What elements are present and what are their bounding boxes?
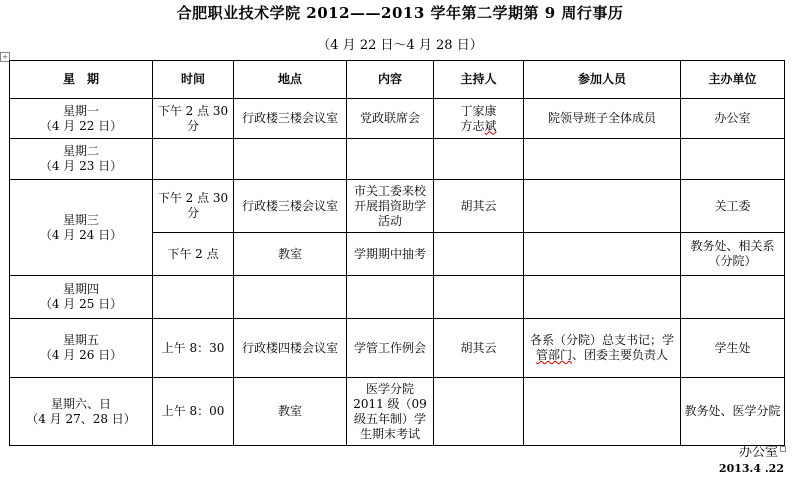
date-range-subtitle: （4 月 22 日～4 月 28 日） [317, 38, 483, 53]
host-cell [434, 378, 524, 446]
table-row-friday [10, 319, 785, 378]
organizer-cell: 教务处、相关系（分院） [681, 233, 785, 276]
header-row [10, 61, 785, 99]
attendees-cell [524, 139, 681, 180]
attendees-part-c: 、团委主要负责人 [572, 348, 669, 362]
day-cell-thursday [10, 276, 153, 319]
organizer-cell [681, 276, 785, 319]
day-date: （4 月 22 日） [39, 118, 123, 133]
footer-date: 2013.4 .22 [718, 462, 784, 475]
attendees-cell: 院领导班子全体成员 [524, 99, 681, 139]
host-name-2-part-b: 斌 [484, 118, 497, 133]
time-cell: 上午 8：30 [153, 319, 234, 378]
host-name-2 [437, 119, 520, 134]
table-anchor-icon[interactable]: + [0, 52, 10, 62]
day-cell-wednesday [10, 180, 153, 276]
page-title: 合肥职业技术学院 2012——2013 学年第二学期第 9 周行事历 [176, 4, 624, 22]
place-cell: 教室 [234, 233, 347, 276]
content-cell: 党政联席会 [347, 99, 434, 139]
time-cell [153, 276, 234, 319]
host-cell [434, 276, 524, 319]
host-cell [434, 99, 524, 139]
attendees-cell [524, 180, 681, 233]
resize-handle-icon[interactable] [780, 446, 786, 452]
day-date: （4 月 26 日） [39, 348, 123, 362]
day-cell-monday [10, 99, 153, 139]
host-name-2-part-a: 方志 [460, 118, 485, 133]
host-name-1: 丁家康 [460, 103, 497, 118]
day-date: （4 月 24 日） [39, 227, 123, 242]
day-name: 星期四 [62, 282, 99, 296]
place-cell: 行政楼三楼会议室 [234, 180, 347, 233]
content-cell: 学管工作例会 [347, 319, 434, 378]
schedule-table [9, 60, 785, 446]
day-cell-tuesday [10, 139, 153, 180]
attendees-part-a: 各系（分院）总支书记；学 [529, 333, 674, 347]
header-place: 地点 [234, 61, 347, 99]
header-attendees: 参加人员 [524, 61, 681, 99]
organizer-cell: 关工委 [681, 180, 785, 233]
host-cell [434, 139, 524, 180]
attendees-cell [524, 378, 681, 446]
day-cell-friday [10, 319, 153, 378]
host-cell: 胡其云 [434, 319, 524, 378]
header-time: 时间 [153, 61, 234, 99]
attendees-cell [524, 319, 681, 378]
organizer-cell: 办公室 [681, 99, 785, 139]
day-name: 星期三 [62, 212, 99, 227]
organizer-cell: 教务处、医学分院 [681, 378, 785, 446]
time-cell: 下午 2 点 30 分 [153, 99, 234, 139]
content-cell: 医学分院 2011 级（09 级五年制）学生期末考试 [347, 378, 434, 446]
day-cell-weekend [10, 378, 153, 446]
day-date: （4 月 27、28 日） [26, 411, 136, 426]
place-cell [234, 139, 347, 180]
organizer-cell: 学生处 [681, 319, 785, 378]
place-cell: 行政楼三楼会议室 [234, 99, 347, 139]
attendees-part-b: 管部门 [535, 348, 572, 362]
day-name: 星期一 [62, 103, 99, 118]
day-name: 星期六、日 [50, 396, 111, 411]
place-cell: 教室 [234, 378, 347, 446]
time-cell: 下午 2 点 [153, 233, 234, 276]
host-cell [434, 233, 524, 276]
time-cell [153, 139, 234, 180]
table-row-weekend [10, 378, 785, 446]
table-row-monday [10, 99, 785, 139]
header-organizer: 主办单位 [681, 61, 785, 99]
header-content: 内容 [347, 61, 434, 99]
content-cell [347, 139, 434, 180]
table-row-wednesday-1 [10, 180, 785, 233]
footer-office-signature: 办公室 [738, 445, 778, 460]
table-row-thursday [10, 276, 785, 319]
content-cell [347, 276, 434, 319]
time-cell: 上午 8：00 [153, 378, 234, 446]
table-row-tuesday [10, 139, 785, 180]
host-cell: 胡其云 [434, 180, 524, 233]
day-date: （4 月 25 日） [39, 297, 123, 311]
header-host: 主持人 [434, 61, 524, 99]
place-cell [234, 276, 347, 319]
attendees-cell [524, 276, 681, 319]
organizer-cell [681, 139, 785, 180]
time-cell: 下午 2 点 30 分 [153, 180, 234, 233]
day-name: 星期二 [62, 144, 99, 158]
content-cell: 学期期中抽考 [347, 233, 434, 276]
content-cell: 市关工委来校开展捐资助学活动 [347, 180, 434, 233]
day-date: （4 月 23 日） [39, 159, 123, 173]
place-cell: 行政楼四楼会议室 [234, 319, 347, 378]
attendees-cell [524, 233, 681, 276]
day-name: 星期五 [62, 333, 99, 347]
header-day: 星 期 [10, 61, 153, 99]
